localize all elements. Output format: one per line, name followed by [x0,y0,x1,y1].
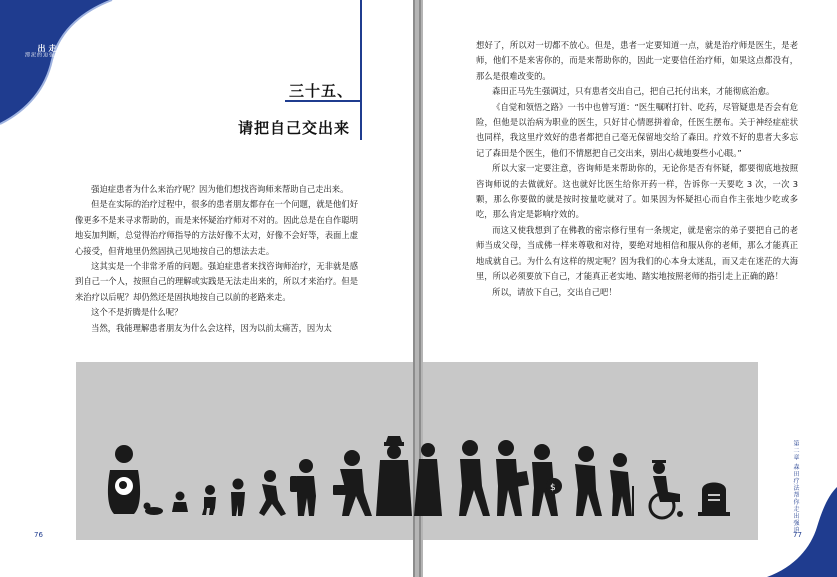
paragraph: 而这又使我想到了在佛教的密宗修行里有一条规定，就是密宗的弟子要把自己的老师当成父母，当成佛一样来尊敬和对待，要绝对地相信和服从你的老师，那么才能真正地成就自己。为什么有这样的规定呢？因为我们的心本身太迷乱，而又走在迷茫的大海里，所以必须要放下自己，才能真正老实地、踏实地按照老师的指引走上正确的路！ [476,224,798,282]
old-man-cane-icon [610,453,634,516]
man-older-walking-icon [575,446,602,516]
boy-backpack-icon [290,459,316,516]
paragraph: 当然，我能理解患者朋友为什么会这样，因为以前太痛苦，因为太 [91,322,332,333]
chapter-title-vertical: 第二章 森田疗法帮你走出强迫 [792,440,799,534]
baby-sitting-icon [172,492,188,513]
paragraph: 想好了，所以对一切都不放心。但是，患者一定要知道一点，就是治疗师是医生，是老师，他们不是来害你的，而是来帮助你的，因此一定要信任治疗师，如果这点都没有，那么是很难改变的。 [476,40,798,81]
svg-text:$: $ [550,483,556,493]
student-briefcase-icon [333,450,372,516]
toddler-icon [202,485,216,515]
page-number-right: 77 [793,531,802,539]
child-icon [231,479,245,517]
worker-boxes-icon [496,440,529,516]
paragraph: 所以，请放下自己，交出自己吧！ [492,286,617,297]
paragraph: 但是在实际的治疗过程中，很多的患者朋友都存在一个问题，就是他们好像更多不是来寻求帮助的，而是来怀疑治疗师对不对的。因此总是在自作聪明地妄加判断，总觉得治疗师指导的方法好像不太对，好像不会好等，表面上虚心接受，但背地里仍然固执己见地按自己的想法去走。 [75,199,358,256]
woman-traditional-icon [414,443,442,516]
old-man-traditional-icon [376,436,412,516]
corner-decoration-top-left [0,0,120,140]
left-body-text [75,182,358,336]
right-body-text [476,38,798,300]
gravestone-icon [698,483,730,517]
paragraph: 《自觉和领悟之路》一书中也曾写道：“医生嘱咐打针、吃药，尽管疑患是否会有危险，但他是以治病为职业的医生，只好甘心情愿拼着命，任医生摆布。关于神经症症状也同样，我这里疗效好的患者都把自己毫无保留地交给了森田。疗效不好的患者大多忘记了森田是个医生，他们不情愿把自己交出来，别出心裁地耍些小心眼。” [476,101,798,158]
paragraph: 这其实是一个非常矛盾的问题。强迫症患者来找咨询师治疗，无非就是感到自己一个人，按照自己的理解或实践是无法走出来的，所以才来治疗。但是来治疗以后呢？却仍然还是固执地按自己以前的老路来走。 [75,261,358,302]
paragraph: 强迫症患者为什么来治疗呢？因为他们想找咨询师来帮助自己走出来。 [91,184,349,194]
side-title-main: 走出 [37,44,57,53]
child-running-icon [259,470,286,516]
life-stages-illustration [76,362,758,540]
section-number: 三十五、 [289,82,354,100]
man-walking-icon [459,440,490,516]
fetus-figure-icon [108,445,140,514]
section-title: 请把自己交出来 [238,119,351,137]
corner-decoration-bottom-right [767,487,837,577]
paragraph: 所以大家一定要注意，咨询师是来帮助你的，无论你是否有怀疑，都要彻底地按照咨询师说的去做就好。这也就好比医生给你开药一样，告诉你一天要吃 3 次，一次 3 颗，那么你要做的就是按时按量吃就对了。如果因为怀疑担心而自作主张地少吃或多吃，那么肯定是影响疗效的。 [476,163,798,220]
page-number-left: 76 [34,531,43,539]
paragraph: 森田正马先生强调过，只有患者交出自己，把自己托付出来，才能彻底治愈。 [492,86,775,97]
man-money-bag-icon [532,444,562,516]
baby-crawling-icon [144,503,164,516]
old-man-wheelchair-icon [650,460,683,518]
side-title-sub: 强迫的泥潭 [24,52,54,58]
paragraph: 这个不是折腾是什么呢？ [91,307,183,318]
heading-vertical-rule [360,0,362,140]
